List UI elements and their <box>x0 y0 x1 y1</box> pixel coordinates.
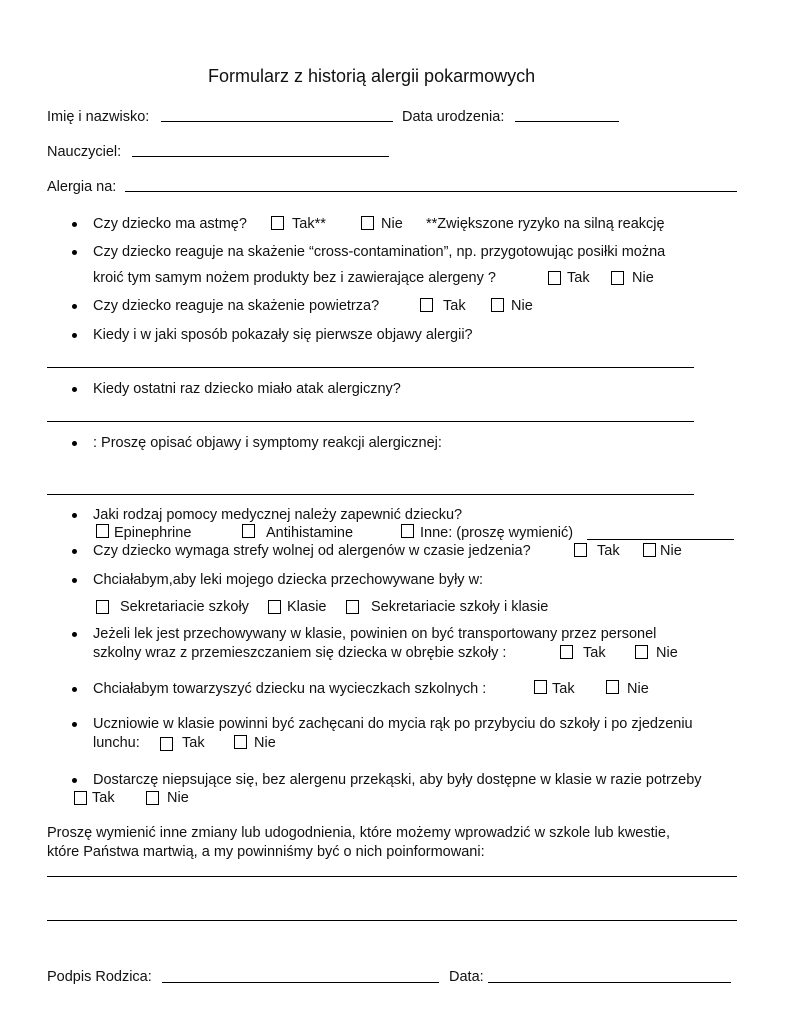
q3-text: Czy dziecko reaguje na skażenie powietrza? <box>93 298 380 314</box>
q12-yes-checkbox[interactable] <box>160 737 173 751</box>
q9-text: Chciałabym,aby leki mojego dziecka przechowywane były w: <box>93 572 484 588</box>
q8-text: Czy dziecko wymaga strefy wolnej od alergenów w czasie jedzenia? <box>93 543 531 559</box>
other-answer-line-2[interactable] <box>47 920 737 921</box>
bullet <box>72 549 77 554</box>
bullet <box>72 632 77 637</box>
q10-no-label: Nie <box>656 645 678 661</box>
q4-text: Kiedy i w jaki sposób pokazały się pierwsze objawy alergii? <box>93 327 473 343</box>
bullet <box>72 687 77 692</box>
q7-other-checkbox[interactable] <box>401 524 414 538</box>
q4-answer-line[interactable] <box>47 367 694 368</box>
teacher-label: Nauczyciel: <box>47 144 122 160</box>
q3-no-label: Nie <box>511 298 533 314</box>
date-label: Data: <box>449 969 484 985</box>
q10-yes-label: Tak <box>583 645 606 661</box>
date-field[interactable] <box>488 982 731 983</box>
q11-text: Chciałabym towarzyszyć dziecku na wycieczkach szkolnych : <box>93 681 487 697</box>
q9-office-checkbox[interactable] <box>96 600 109 614</box>
q11-no-label: Nie <box>627 681 649 697</box>
q13-text: Dostarczę niepsujące się, bez alergenu przekąski, aby były dostępne w klasie w razie potrzeby <box>93 772 702 788</box>
q9-both-label: Sekretariacie szkoły i klasie <box>371 599 549 615</box>
q11-yes-checkbox[interactable] <box>534 680 547 694</box>
allergy-field[interactable] <box>125 191 737 192</box>
q1-yes-label: Tak** <box>292 216 326 232</box>
bullet <box>72 513 77 518</box>
bullet <box>72 222 77 227</box>
q7-text: Jaki rodzaj pomocy medycznej należy zapewnić dziecku? <box>93 507 463 523</box>
teacher-field[interactable] <box>132 156 389 157</box>
q11-yes-label: Tak <box>552 681 575 697</box>
other-text-line1: Proszę wymienić inne zmiany lub udogodnienia, które możemy wprowadzić w szkole lub kwestie, <box>47 825 670 841</box>
q13-yes-label: Tak <box>92 790 115 806</box>
q1-no-label: Nie <box>381 216 403 232</box>
q11-no-checkbox[interactable] <box>606 680 619 694</box>
bullet <box>72 333 77 338</box>
q12-no-checkbox[interactable] <box>234 735 247 749</box>
q10-yes-checkbox[interactable] <box>560 645 573 659</box>
parent-signature-field[interactable] <box>162 982 439 983</box>
q2-no-label: Nie <box>632 270 654 286</box>
q7-antihistamine-checkbox[interactable] <box>242 524 255 538</box>
q8-yes-label: Tak <box>597 543 620 559</box>
bullet <box>72 778 77 783</box>
bullet <box>72 578 77 583</box>
q6-answer-line[interactable] <box>47 494 694 495</box>
q10-no-checkbox[interactable] <box>635 645 648 659</box>
q2-yes-label: Tak <box>567 270 590 286</box>
q7-other-field[interactable] <box>587 539 734 540</box>
page-title: Formularz z historią alergii pokarmowych <box>208 66 536 86</box>
q1-yes-checkbox[interactable] <box>271 216 284 230</box>
q8-yes-checkbox[interactable] <box>574 543 587 557</box>
q2-no-checkbox[interactable] <box>611 271 624 285</box>
q10-text-line1: Jeżeli lek jest przechowywany w klasie, powinien on być transportowany przez personel <box>93 626 657 642</box>
q8-no-label: Nie <box>660 543 682 559</box>
q5-text: Kiedy ostatni raz dziecko miało atak alergiczny? <box>93 381 401 397</box>
bullet <box>72 722 77 727</box>
other-text-line2: które Państwa martwią, a my powinniśmy być o nich poinformowani: <box>47 844 485 860</box>
q2-text-line1: Czy dziecko reaguje na skażenie “cross-contamination”, np. przygotowując posiłki można <box>93 244 666 260</box>
q9-classroom-checkbox[interactable] <box>268 600 281 614</box>
q2-yes-checkbox[interactable] <box>548 271 561 285</box>
parent-signature-label: Podpis Rodzica: <box>47 969 152 985</box>
name-field[interactable] <box>161 121 393 122</box>
q2-text-line2: kroić tym samym nożem produkty bez i zawierające alergeny ? <box>93 270 496 286</box>
q1-no-checkbox[interactable] <box>361 216 374 230</box>
dob-field[interactable] <box>515 121 619 122</box>
q12-yes-label: Tak <box>182 735 205 751</box>
q12-text-line2: lunchu: <box>93 735 140 751</box>
q7-epinephrine-checkbox[interactable] <box>96 524 109 538</box>
q12-text-line1: Uczniowie w klasie powinni być zachęcani do mycia rąk po przybyciu do szkoły i po zjedzeniu <box>93 716 693 732</box>
q10-text-line2: szkolny wraz z przemieszczaniem się dziecka w obrębie szkoły : <box>93 645 507 661</box>
bullet <box>72 304 77 309</box>
q3-yes-label: Tak <box>443 298 466 314</box>
bullet <box>72 387 77 392</box>
bullet <box>72 441 77 446</box>
dob-label: Data urodzenia: <box>402 109 505 125</box>
q3-yes-checkbox[interactable] <box>420 298 433 312</box>
name-label: Imię i nazwisko: <box>47 109 150 125</box>
q13-yes-checkbox[interactable] <box>74 791 87 805</box>
q9-classroom-label: Klasie <box>287 599 327 615</box>
q9-office-label: Sekretariacie szkoły <box>120 599 249 615</box>
q12-no-label: Nie <box>254 735 276 751</box>
bullet <box>72 250 77 255</box>
q5-answer-line[interactable] <box>47 421 694 422</box>
q8-no-checkbox[interactable] <box>643 543 656 557</box>
q9-both-checkbox[interactable] <box>346 600 359 614</box>
q1-text: Czy dziecko ma astmę? <box>93 216 247 232</box>
q13-no-checkbox[interactable] <box>146 791 159 805</box>
q7-antihistamine-label: Antihistamine <box>266 525 354 541</box>
q3-no-checkbox[interactable] <box>491 298 504 312</box>
q13-no-label: Nie <box>167 790 189 806</box>
allergy-label: Alergia na: <box>47 179 117 195</box>
q7-epinephrine-label: Epinephrine <box>114 525 192 541</box>
q6-text: : Proszę opisać objawy i symptomy reakcji alergicznej: <box>93 435 442 451</box>
q7-other-label: Inne: (proszę wymienić) <box>420 525 574 541</box>
other-answer-line-1[interactable] <box>47 876 737 877</box>
q1-note: **Zwiększone ryzyko na silną reakcję <box>426 216 665 232</box>
